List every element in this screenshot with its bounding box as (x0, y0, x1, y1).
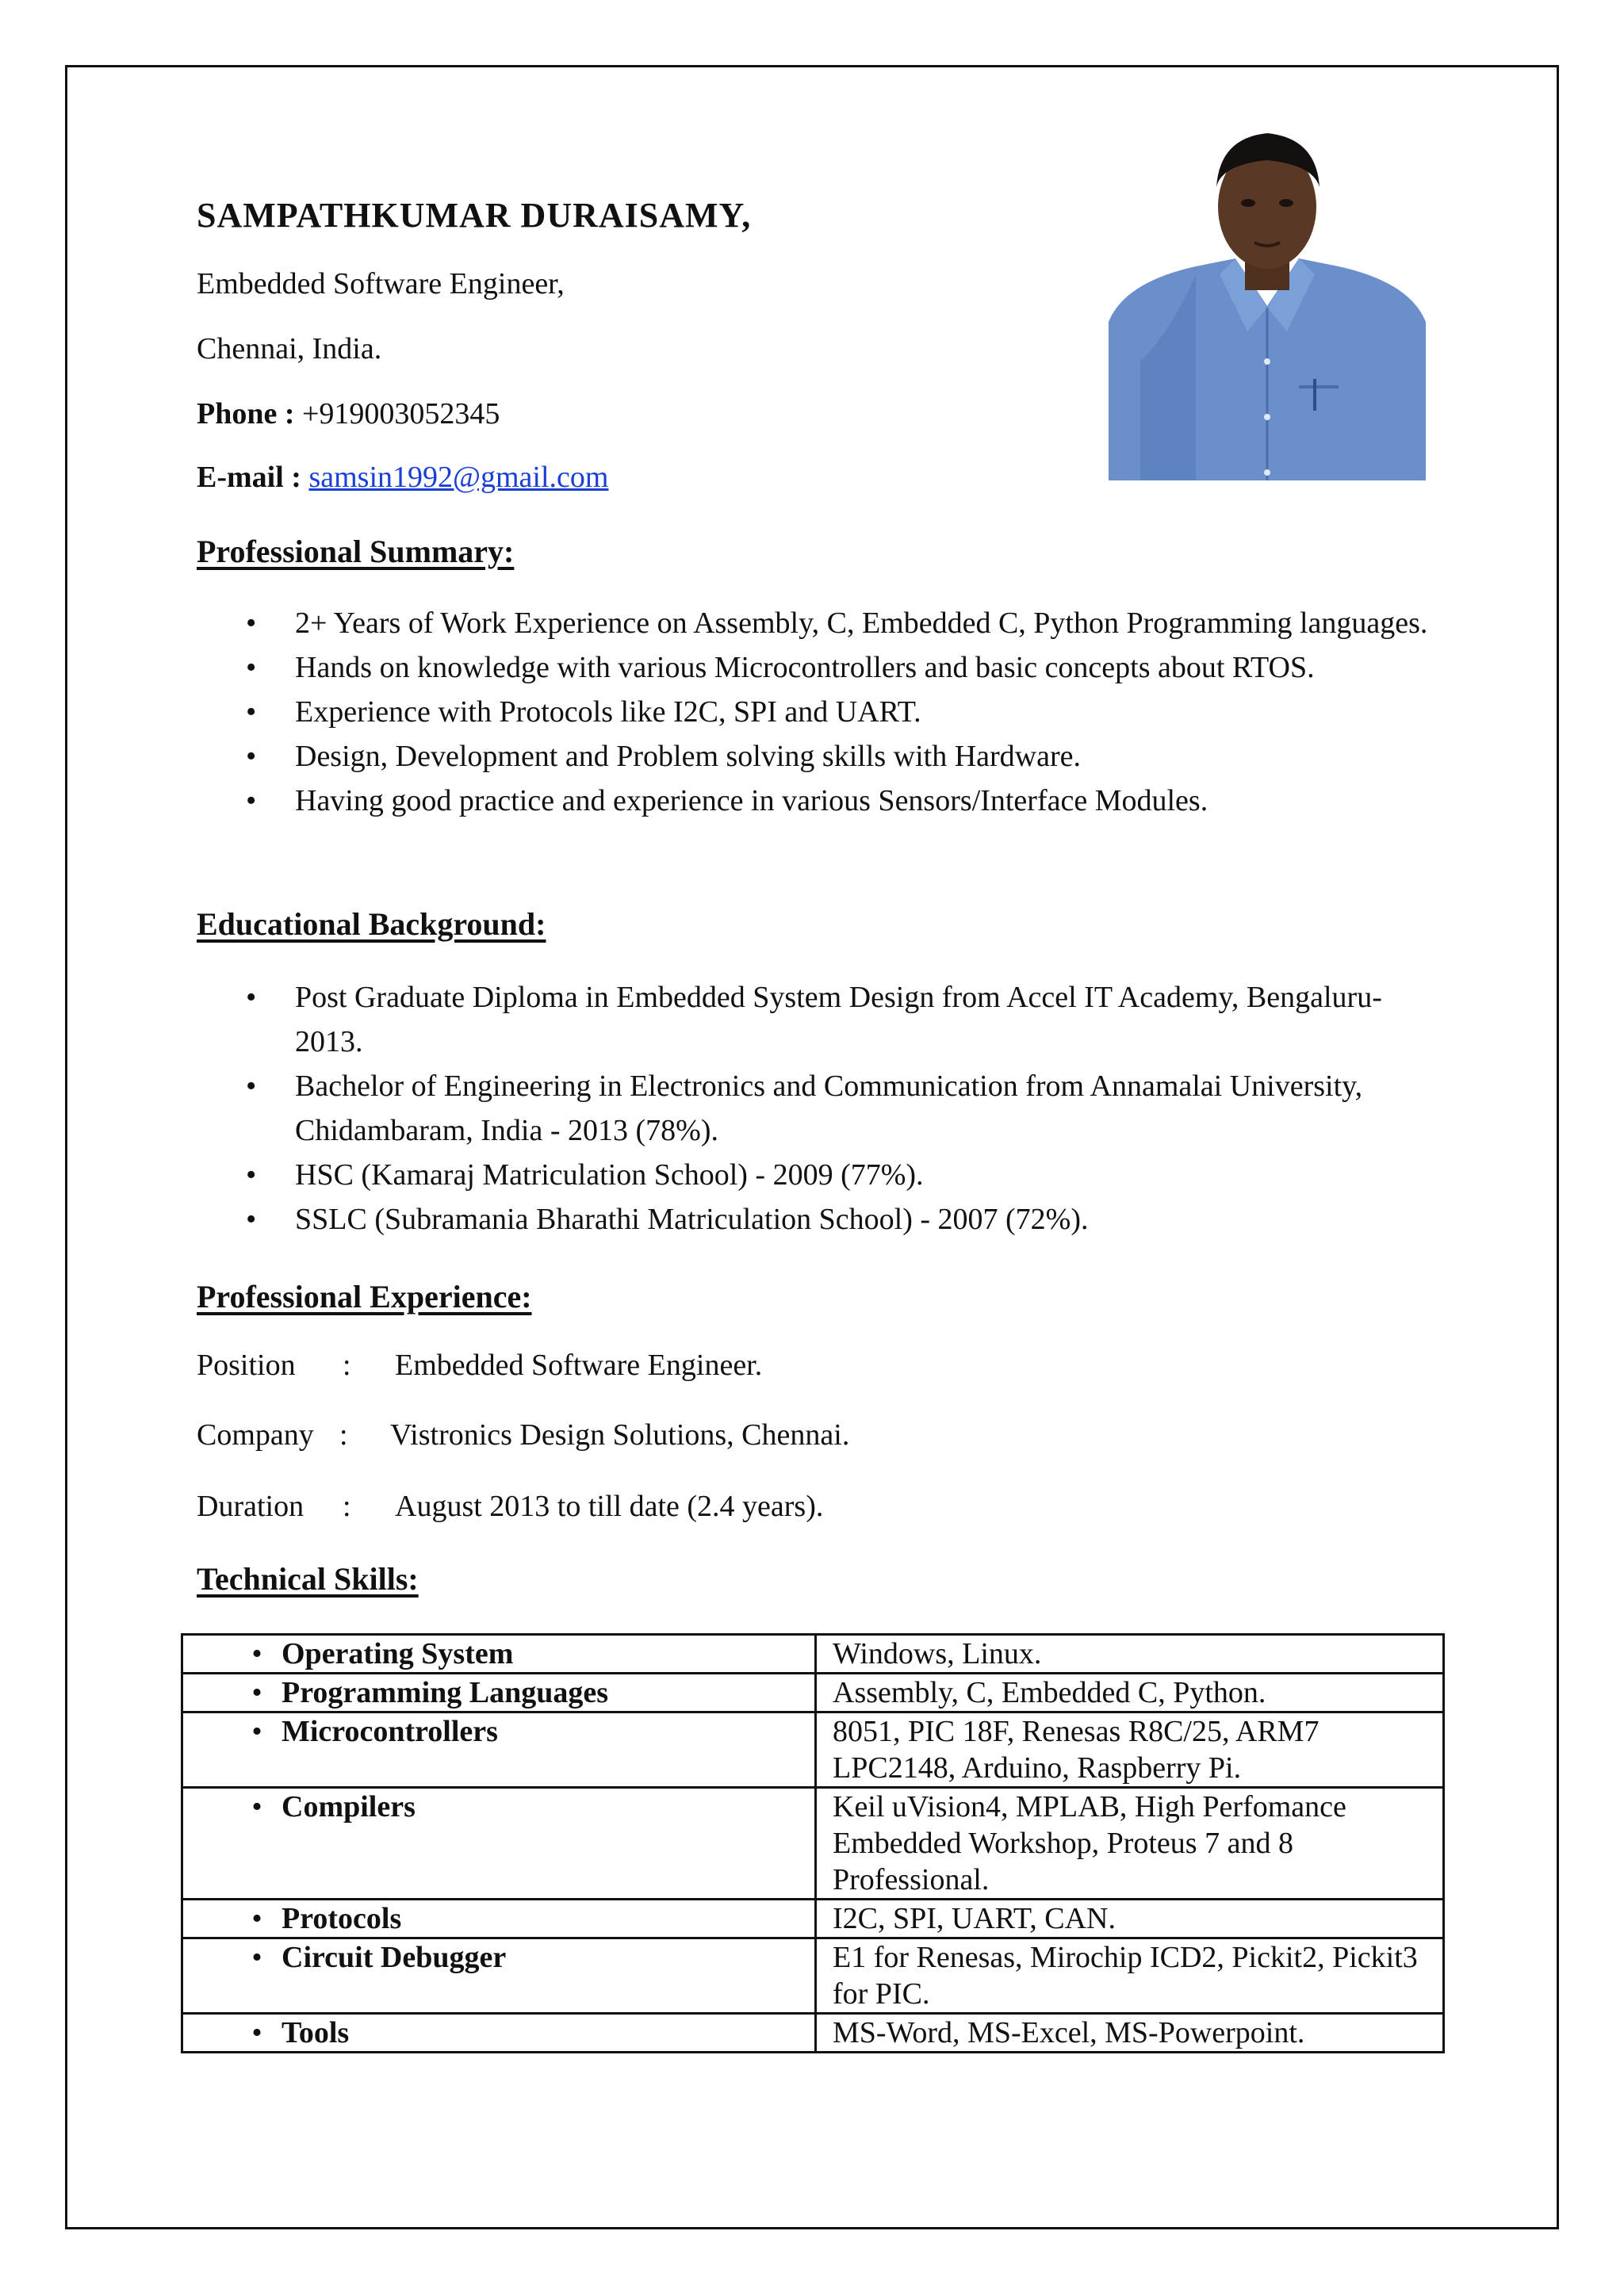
skill-value: I2C, SPI, UART, CAN. (816, 1900, 1444, 1938)
skill-key-cell: • Circuit Debugger (182, 1938, 816, 2014)
list-item: • Hands on knowledge with various Microcontrollers and basic concepts about RTOS. (197, 645, 1450, 690)
skill-key: Circuit Debugger (282, 1941, 507, 1974)
skill-key-cell: • Compilers (182, 1788, 816, 1900)
list-item: • 2+ Years of Work Experience on Assembly, C, Embedded C, Python Programming languages. (197, 601, 1450, 645)
list-item: • Post Graduate Diploma in Embedded System Design from Accel IT Academy, Bengaluru-2013. (197, 975, 1434, 1064)
profile-photo (1109, 124, 1426, 480)
table-row (182, 1900, 1444, 1938)
position-label: Position (197, 1349, 296, 1382)
skill-key: Operating System (282, 1637, 514, 1670)
education-list (197, 975, 1434, 1242)
skill-key: Programming Languages (282, 1676, 609, 1709)
skill-key: Compilers (282, 1790, 416, 1823)
section-heading-summary: Professional Summary: (197, 534, 515, 569)
section-heading-experience: Professional Experience: (197, 1279, 532, 1314)
skill-value: Assembly, C, Embedded C, Python. (816, 1674, 1444, 1712)
duration-label: Duration (197, 1490, 304, 1523)
position-value: Embedded Software Engineer. (395, 1349, 763, 1382)
table-row (182, 1788, 1444, 1900)
skill-value: Windows, Linux. (816, 1635, 1444, 1674)
skill-key-cell: • Operating System (182, 1635, 816, 1674)
duration-value: August 2013 to till date (2.4 years). (395, 1490, 824, 1523)
table-row (182, 1938, 1444, 2014)
table-row (182, 1712, 1444, 1788)
table-row (182, 2014, 1444, 2053)
skill-value: MS-Word, MS-Excel, MS-Powerpoint. (816, 2014, 1444, 2053)
table-row (182, 1674, 1444, 1712)
list-item: • Experience with Protocols like I2C, SPI and UART. (197, 690, 1450, 734)
list-item: • Bachelor of Engineering in Electronics and Communication from Annamalai University, Chidambaram, India - 2013 (78%). (197, 1064, 1434, 1153)
skill-key-cell: • Microcontrollers (182, 1712, 816, 1788)
company-value: Vistronics Design Solutions, Chennai. (390, 1418, 850, 1452)
list-item: • SSLC (Subramania Bharathi Matriculation School) - 2007 (72%). (197, 1197, 1434, 1242)
section-heading-education: Educational Background: (197, 906, 546, 942)
skill-key: Protocols (282, 1902, 402, 1935)
skill-key: Tools (282, 2016, 350, 2049)
list-item: • Design, Development and Problem solving skills with Hardware. (197, 734, 1450, 779)
job-title: Embedded Software Engineer, (197, 267, 565, 300)
phone-row (197, 396, 500, 431)
skill-value: 8051, PIC 18F, Renesas R8C/25, ARM7 LPC2148, Arduino, Raspberry Pi. (816, 1712, 1444, 1788)
company-colon: : (339, 1418, 348, 1452)
candidate-name: SAMPATHKUMAR DURAISAMY, (197, 196, 752, 235)
phone-label: Phone : (197, 397, 295, 430)
position-colon: : (343, 1349, 351, 1382)
location: Chennai, India. (197, 332, 382, 365)
email-link[interactable]: samsin1992@gmail.com (308, 461, 609, 494)
summary-list (197, 601, 1450, 823)
list-item: • Having good practice and experience in various Sensors/Interface Modules. (197, 779, 1450, 823)
skill-value: Keil uVision4, MPLAB, High Perfomance Embedded Workshop, Proteus 7 and 8 Professional. (816, 1788, 1444, 1900)
table-row (182, 1635, 1444, 1674)
list-item: • HSC (Kamaraj Matriculation School) - 2009 (77%). (197, 1153, 1434, 1197)
skill-key: Microcontrollers (282, 1715, 498, 1748)
phone-number: +919003052345 (302, 397, 500, 430)
company-label: Company (197, 1418, 314, 1452)
duration-colon: : (343, 1490, 351, 1523)
email-label: E-mail : (197, 461, 301, 494)
skill-key-cell: • Tools (182, 2014, 816, 2053)
section-heading-skills: Technical Skills: (197, 1561, 419, 1597)
email-row (197, 460, 608, 495)
skill-key-cell: • Protocols (182, 1900, 816, 1938)
skills-table (181, 1633, 1445, 2053)
skill-value: E1 for Renesas, Mirochip ICD2, Pickit2, Pickit3 for PIC. (816, 1938, 1444, 2014)
skill-key-cell: • Programming Languages (182, 1674, 816, 1712)
